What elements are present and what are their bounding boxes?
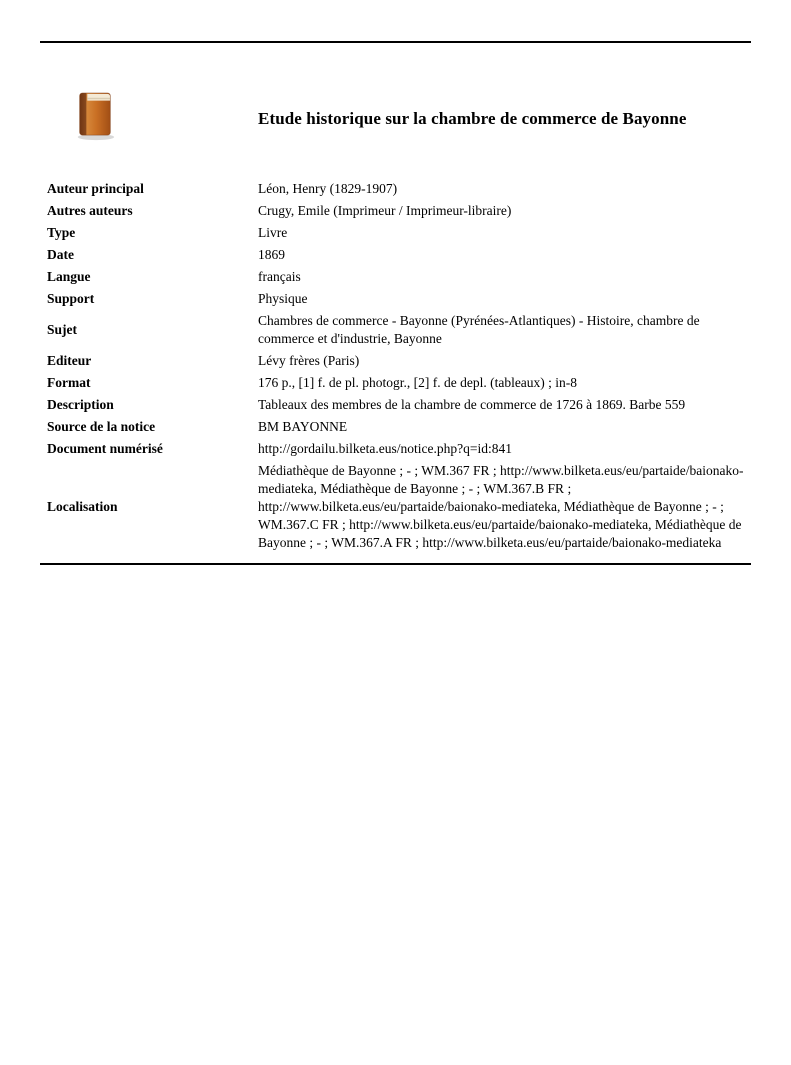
field-row-sujet [47, 310, 745, 350]
field-row-auteur-principal [47, 178, 745, 200]
field-row-support [47, 288, 745, 310]
field-value: Lévy frères (Paris) [258, 353, 360, 368]
field-label: Source de la notice [47, 419, 156, 434]
bottom-divider [40, 563, 751, 565]
field-label: Date [47, 247, 74, 262]
field-label: Editeur [47, 353, 92, 368]
field-value: Tableaux des membres de la chambre de commerce de 1726 à 1869. Barbe 559 [258, 397, 686, 412]
field-label: Auteur principal [47, 181, 144, 196]
field-row-source-notice [47, 416, 745, 438]
field-value: BM BAYONNE [258, 419, 348, 434]
field-value: Léon, Henry (1829-1907) [258, 181, 398, 196]
record-header [0, 88, 791, 142]
field-label: Localisation [47, 499, 118, 514]
page-title: Etude historique sur la chambre de commerce de Bayonne [258, 109, 687, 128]
field-value: Physique [258, 291, 308, 306]
field-label: Document numérisé [47, 441, 163, 456]
field-value: Livre [258, 225, 288, 240]
field-row-editeur [47, 350, 745, 372]
field-row-format [47, 372, 745, 394]
field-row-type [47, 222, 745, 244]
book-icon [72, 88, 118, 142]
catalog-record-page [0, 41, 791, 1065]
field-value: Chambres de commerce - Bayonne (Pyrénées-Atlantiques) - Histoire, chambre de commerce et d'industrie, Bayonne [258, 313, 700, 346]
record-fields [0, 178, 791, 554]
field-value: Médiathèque de Bayonne ; - ; WM.367 FR ; http://www.bilketa.eus/eu/partaide/baionako-mediateka, Médiathèque de Bayonne ; - ; WM.367.B FR ; http://www.bilketa.eus/eu/partaide/baionako-mediateka, Médiathèque de Bayonne ; - ; WM.367.C FR ; http://www.bilketa.eus/eu/partaide/baionako-mediateka, Médiathèque de Bayonne ; - ; WM.367.A FR ; http://www.bilketa.eus/eu/partaide/baionako-mediateka [258, 463, 744, 550]
field-row-description [47, 394, 745, 416]
field-value: http://gordailu.bilketa.eus/notice.php?q=id:841 [258, 441, 512, 456]
field-row-langue [47, 266, 745, 288]
icon-cell [47, 88, 258, 142]
field-value: Crugy, Emile (Imprimeur / Imprimeur-libraire) [258, 203, 512, 218]
field-row-date [47, 244, 745, 266]
field-label: Support [47, 291, 95, 306]
field-row-autres-auteurs [47, 200, 745, 222]
field-row-localisation [47, 460, 745, 554]
top-divider [40, 41, 751, 43]
field-label: Type [47, 225, 76, 240]
field-label: Autres auteurs [47, 203, 133, 218]
field-value: 1869 [258, 247, 285, 262]
field-label: Format [47, 375, 91, 390]
field-value: 176 p., [1] f. de pl. photogr., [2] f. de depl. (tableaux) ; in-8 [258, 375, 578, 390]
field-value: français [258, 269, 301, 284]
field-label: Sujet [47, 322, 77, 337]
field-label: Description [47, 397, 114, 412]
field-label: Langue [47, 269, 91, 284]
field-row-document-numerise [47, 438, 745, 460]
